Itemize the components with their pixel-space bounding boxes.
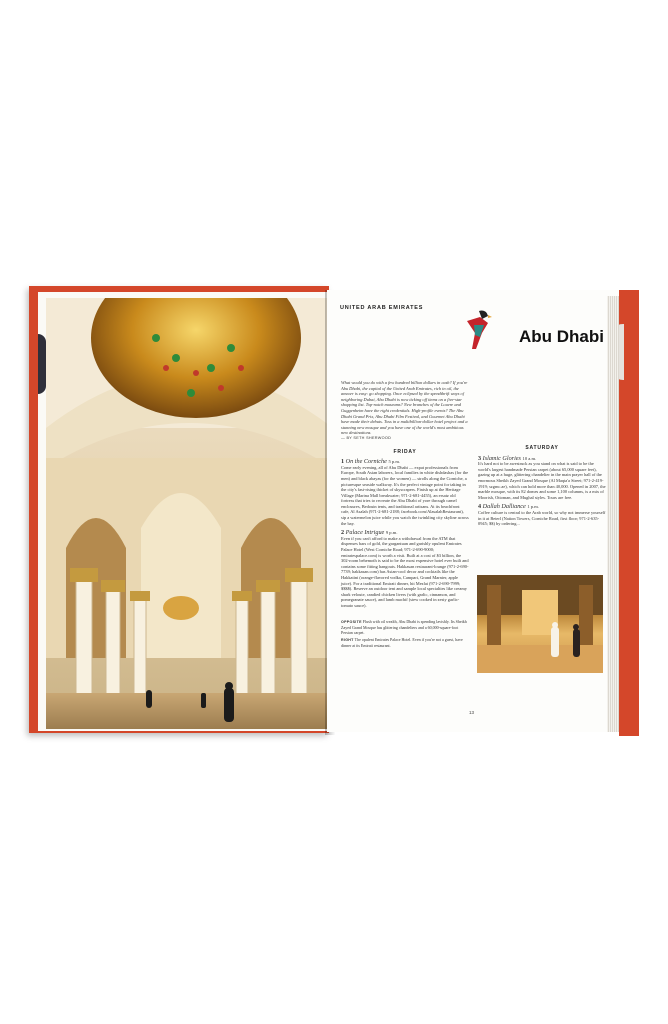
item-time: 9 p.m. <box>385 530 398 536</box>
byline: — BY SETH SHERWOOD <box>341 435 392 440</box>
item-body: Come early evening, all of Abu Dhabi — expat professionals from Europe, South Asian laborers, local families in white dishdashas (for the men) and black abayas (for the women) — strolls along the Corniche, a picturesque seaside walkway. It's the perfect vintage point for taking in the city's fast-rising thicket of skyscrapers. Finish up at the Heritage Village (Marina Mall breakwater; 971-2-681-4455), an ersatz old fortress that tries to recreate the Abu Dhabi of yore through camel enclosures, Bedouin tents, and traditional artisans. At its beachfront cafe, Al Asalah (971-2-681-2188; facebook.com/AlasalahRestaurant), sip a watermelon juice while you watch the twinkling city skyline across the bay. <box>341 464 469 526</box>
item-time: 10 a.m. <box>522 455 537 461</box>
item-body: Even if you can't afford to make a withdrawal from the ATM that dispenses bars of gold, the gargantuan and garishly opulent Emirates Palace Hotel (West Corniche Road; 971-2-690-9000; emiratespalace.com) is worth a visit. Built at a cost of $3 billion, the 302-room behemoth is said to be the most expensive hotel ever built and contains some fitting hangouts. Hakkasan restaurant-lounge (971-2-690-7739; hakkasan.com) has Asian-cool decor and cocktails like the Hakkatini (orange-flavored vodka, Campari, Grand Marnier, apple juice). For a traditional Emirati dinner, hit Mezlai (971-2-690-7999; $$$$). Reserve an outdoor tent and sample local specialties like creamy shark veloute, candied chicken livers (with garlic, cinnamon, and pomegranate sauce), and lamb machif (stew cooked in zesty garlic-tomato sauce). <box>341 535 469 608</box>
mosque-interior-photo <box>46 298 327 729</box>
day-heading-saturday: SATURDAY <box>525 445 559 451</box>
article-column-right <box>478 380 606 527</box>
item-time: 5 p.m. <box>388 459 401 465</box>
item-number: 2 <box>341 529 345 537</box>
item-number: 3 <box>478 454 482 462</box>
section-label: UNITED ARAB EMIRATES <box>340 305 424 311</box>
page-number: 13 <box>469 710 475 715</box>
item-title: Palace Intrigue <box>345 529 385 537</box>
item-time: 1 p.m. <box>527 504 539 510</box>
caption-opposite <box>341 619 469 635</box>
item-body: Coffee culture is central to the Arab world, so why not immerse yourself in it at Beterl (Nation Towers, Corniche Road, first floor; 971-2-635-0945; $$) by ordering... <box>478 509 606 527</box>
hotel-illustration <box>477 575 603 673</box>
item-title: On the Corniche <box>345 458 387 466</box>
item-number: 4 <box>478 503 482 511</box>
right-page <box>327 290 619 732</box>
mosque-illustration <box>46 298 327 729</box>
article-column-left <box>341 380 469 648</box>
city-title: Abu Dhabi <box>519 327 604 346</box>
caption-text: Flush with oil wealth, Abu Dhabi is spending lavishly. Its Sheikh Zayed Grand Mosque has glittering chandeliers and a 60,000-square-foot Persian carpet. <box>341 618 467 635</box>
hotel-interior-photo <box>477 575 603 673</box>
bird-icon <box>462 307 492 353</box>
caption-right <box>341 637 469 648</box>
page-edges <box>607 296 619 732</box>
item-body: It's hard not to be awestruck as you stand on what is said to be the world's largest handmade Persian carpet (about 65,000 square feet), gazing up at a huge, glittering chandelier in the main prayer hall of the enormous Sheikh Zayed Grand Mosque (Al Maqta'a Street; 971-2-419-1919; szgmc.ae), which can hold more than 40,000. Opened in 2007, the marble mosque, with its 82 domes and some 1,100 columns, is a mix of Moorish, Ottoman, and Mughal styles. Tours are free. <box>478 461 606 500</box>
caption-text: The opulent Emirates Palace Hotel. Even if you're not a guest, have dinner at its Emirati restaurant. <box>341 636 463 648</box>
intro-text: What would you do with a few hundred billion dollars in cash? If you're Abu Dhabi, the capital of the United Arab Emirates, rich in oil, the answer is easy: go shopping. Once eclipsed by the spendthrift ways of neighboring Dubai, Abu Dhabi is now ticking off items on a five-star shopping list. Top-notch museums? New branches of the Louvre and Guggenheim have the right credentials. High-profile events? The Abu Dhabi Grand Prix, Abu Dhabi Film Festival, and Gourmet Abu Dhabi have made their debuts. Toss in a multibillion-dollar hotel project and a stunning new mosque and you have one of the world's most ambitious new destinations. <box>341 380 468 436</box>
left-page <box>38 292 327 731</box>
day-heading-friday: FRIDAY <box>393 448 417 455</box>
caption-label: RIGHT <box>341 637 354 642</box>
caption-label: OPPOSITE <box>341 619 362 624</box>
item-number: 1 <box>341 458 345 466</box>
open-book <box>29 286 639 736</box>
item-title: Islamic Glories <box>482 454 521 462</box>
item-title: Dallah Dalliance <box>482 503 526 511</box>
page-tab-dark <box>38 334 46 394</box>
